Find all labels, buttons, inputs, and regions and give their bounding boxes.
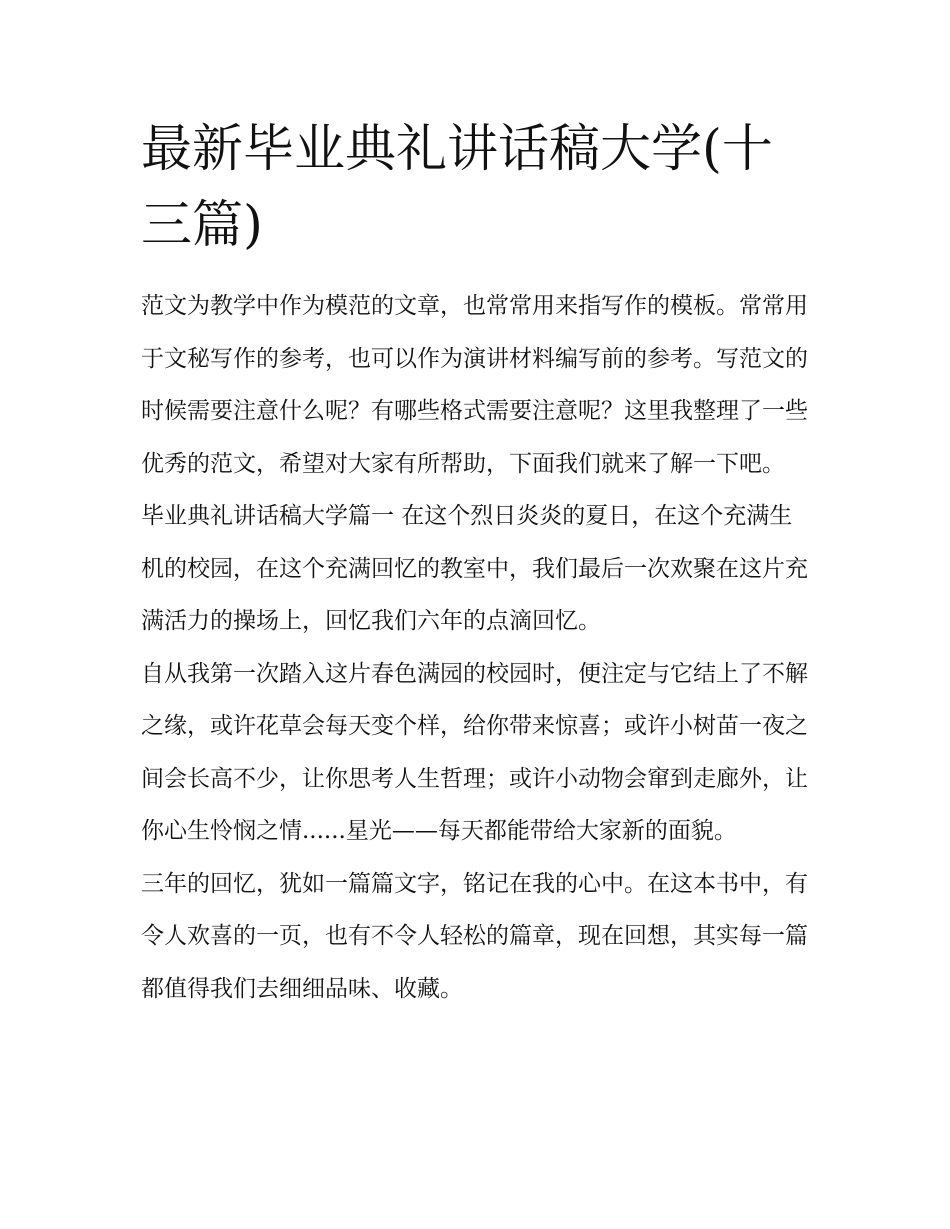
document-title: 最新毕业典礼讲话稿大学(十三篇) [141, 120, 773, 255]
paragraph-campus-memories: 自从我第一次踏入这片春色满园的校园时，便注定与它结上了不解之缘，或许花草会每天变个样，给你带来惊喜；或许小树苗一夜之间会长高不少，让你思考人生哲理；或许小动物会窜到走廊外，让你心生怜悯之情......星光——每天都能带给大家新的面貌。 [141, 660, 808, 844]
document-content [141, 112, 813, 1015]
paragraph-three-years: 三年的回忆，犹如一篇篇文字，铭记在我的心中。在这本书中，有令人欢喜的一页，也有不令人轻松的篇章，现在回想，其实每一篇都值得我们去细细品味、收藏。 [141, 870, 808, 1002]
paragraph-intro: 范文为教学中作为模范的文章，也常常用来指写作的模板。常常用于文秘写作的参考，也可以作为演讲材料编写前的参考。写范文的时候需要注意什么呢？有哪些格式需要注意呢？这里我整理了一些优秀的范文，希望对大家有所帮助，下面我们就来了解一下吧。 [141, 293, 808, 477]
paragraph-part-one: 毕业典礼讲话稿大学篇一 在这个烈日炎炎的夏日，在这个充满生机的校园，在这个充满回忆的教室中，我们最后一次欢聚在这片充满活力的操场上，回忆我们六年的点滴回忆。 [141, 503, 808, 634]
